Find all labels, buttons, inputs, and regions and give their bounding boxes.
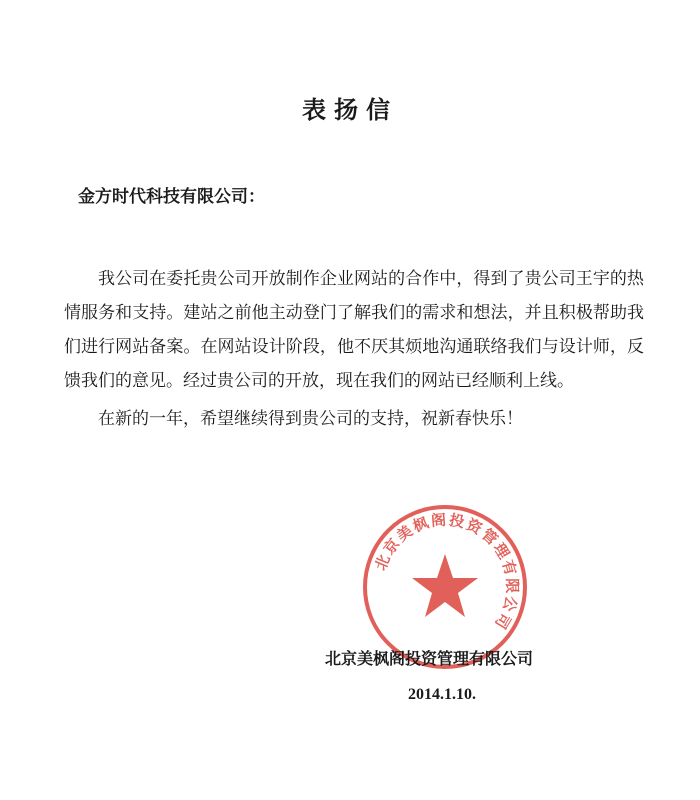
body-paragraph-2: 在新的一年，希望继续得到贵公司的支持，祝新春快乐！ — [98, 409, 523, 429]
seal-star-icon — [412, 554, 478, 617]
body-paragraph-1: 我公司在委托贵公司开放制作企业网站的合作中，得到了贵公司王宇的热情服务和支持。建站之前他主动登门了解我们的需求和想法，并且积极帮助我们进行网站备案。在网站设计阶段，他不厌其烦地沟通联络我们与设计师，反馈我们的意见。经过贵公司的开放，现在我们的网站已经顺利上线。 — [64, 269, 644, 391]
salutation: 金方时代科技有限公司： — [78, 187, 265, 207]
letter-title: 表扬信 — [302, 95, 398, 124]
letter-body — [64, 262, 644, 436]
letter-date: 2014.1.10. — [408, 686, 476, 703]
seal-text: 北京美枫阁投资管理有限公司 — [371, 510, 522, 634]
signature-company: 北京美枫阁投资管理有限公司 — [325, 649, 534, 668]
